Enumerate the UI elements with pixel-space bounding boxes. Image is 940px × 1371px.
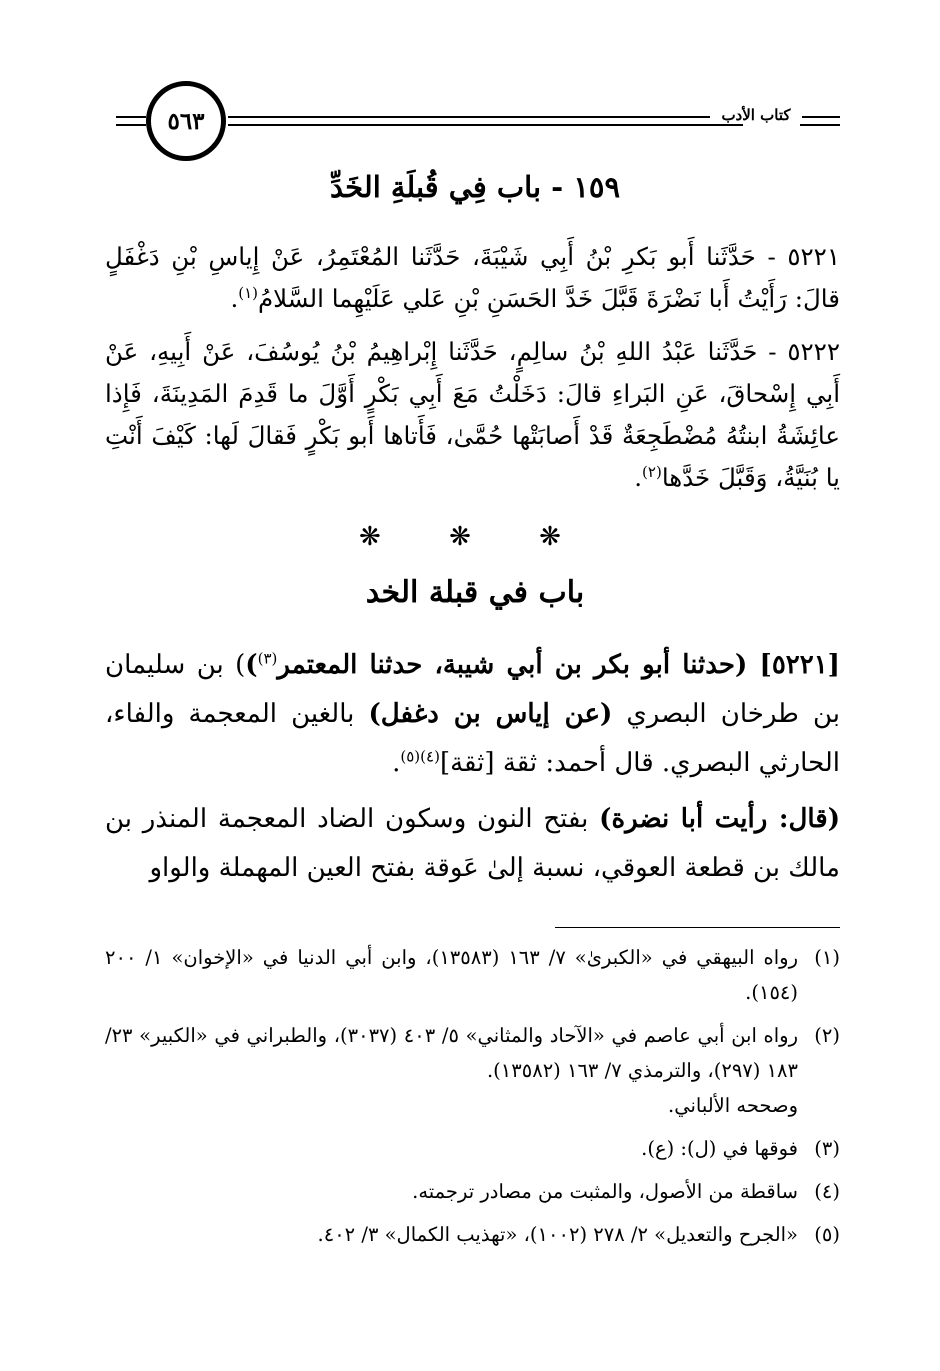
footnote xyxy=(105,1174,840,1209)
footnote-rule xyxy=(555,927,840,928)
section-separator: ❋ ❋ ❋ xyxy=(359,522,591,552)
book-title: كتاب الأدب xyxy=(710,106,802,124)
header-rule xyxy=(228,124,743,126)
commentary-end: . xyxy=(392,748,401,778)
hadith-text xyxy=(105,331,840,499)
footnote-text-wrap xyxy=(105,1018,798,1123)
quoted-text: (عن إياس بن دغفل) xyxy=(368,699,613,729)
header-rule xyxy=(116,116,146,118)
quoted-text: [٥٢٢١] (حدثنا أبو بكر بن أبي شيبة، حدثنا المعتمر xyxy=(277,650,840,680)
header-rule xyxy=(116,124,146,126)
footnote-text: «الجرح والتعديل» ٢/ ٢٧٨ (١٠٠٢)، «تهذيب الكمال» ٣/ ٤٠٢. xyxy=(317,1223,798,1246)
commentary-text: بالغين المعجمة والفاء، الحارثي البصري. قال أحمد: ثقة [ثقة] xyxy=(105,699,840,778)
quoted-text: (قال: رأيت أبا نضرة) xyxy=(599,804,841,834)
footnote-ref: (٤)(٥) xyxy=(400,747,440,766)
commentary-paragraph xyxy=(105,795,840,893)
footnote-number: (٤) xyxy=(814,1180,840,1203)
hadith-body: ٥٢٢٢ - حَدَّثَنا عَبْدُ اللهِ بْنُ سالِمٍ، حَدَّثَنا إِبْراهِيمُ بْنُ يُوسُفَ، عَنْ أَبِيهِ، عَنْ أَبِي إِسْحاقَ، عَنِ البَراءِ قالَ: دَخَلْتُ مَعَ أَبِي بَكْرٍ أَوَّلَ ما قَدِمَ المَدِينَةَ، فَإِذا عائِشَةُ ابنتُهُ مُضْطَجِعَةٌ قَدْ أَصابَتْها حُمَّىٰ، فَأَتاها أَبو بَكْرٍ فَقالَ لَها: كَيْفَ أَنْتِ يا بُنَيَّةُ، وَقَبَّلَ خَدَّها xyxy=(105,337,840,492)
chapter-heading: ١٥٩ - باب فِي قُبلَةِ الخَدِّ xyxy=(329,170,621,204)
footnote xyxy=(105,1217,840,1252)
footnote-text: رواه ابن أبي عاصم في «الآحاد والمثاني» ٥/ ٤٠٣ (٣٠٣٧)، والطبراني في «الكبير» ٢٣/ ١٨٣ (٢٩٧)، والترمذي ٧/ ١٦٣ (١٣٥٨٢). xyxy=(105,1024,799,1082)
running-header xyxy=(110,78,840,168)
footnote-text: ساقطة من الأصول، والمثبت من مصادر ترجمته. xyxy=(412,1180,798,1203)
header-rule xyxy=(228,116,743,118)
header-rule xyxy=(800,124,840,126)
footnotes xyxy=(105,940,840,1260)
footnote-ref: (٢) xyxy=(642,462,662,481)
footnote-text: فوقها في (ل): (ع). xyxy=(641,1137,798,1160)
quoted-close: ) xyxy=(245,650,258,680)
footnote xyxy=(105,1018,840,1123)
commentary-title: باب في قبلة الخد xyxy=(365,575,585,610)
hadith-body: ٥٢٢١ - حَدَّثَنا أَبو بَكرِ بْنُ أَبِي شَيْبَةَ، حَدَّثَنا المُعْتَمِرُ، عَنْ إِياسِ بْنِ دَغْفَلٍ قالَ: رَأَيْتُ أَبا نَضْرَةَ قَبَّلَ خَدَّ الحَسَنِ بْنِ عَلي عَلَيْهِما السَّلامُ xyxy=(105,242,840,313)
footnote-extra: وصححه الألباني. xyxy=(668,1094,798,1117)
footnote-ref: (٣) xyxy=(257,649,278,668)
commentary-paragraph xyxy=(105,641,840,788)
footnote-number: (٢) xyxy=(814,1024,840,1047)
footnote-number: (٣) xyxy=(814,1137,840,1160)
footnote-number: (١) xyxy=(814,946,840,969)
footnote-ref: (١) xyxy=(238,283,259,302)
hadith-end: . xyxy=(634,463,643,492)
footnote xyxy=(105,940,840,1010)
hadith-text xyxy=(105,236,840,320)
header-rule xyxy=(800,116,840,118)
hadith-end: . xyxy=(230,284,239,313)
footnote-text: رواه البيهقي في «الكبرىٰ» ٧/ ١٦٣ (١٣٥٨٣)، وابن أبي الدنيا في «الإخوان» ١/ ٢٠٠ (١٥٤). xyxy=(105,946,798,1004)
commentary-text: ) بن سليمان بن طرخان البصري xyxy=(105,650,841,729)
footnote xyxy=(105,1131,840,1166)
page-number: ٥٦٣ xyxy=(146,81,226,161)
commentary-text: بفتح النون وسكون الضاد المعجمة المنذر بن مالك بن قطعة العوقي، نسبة إلىٰ عَوقة بفتح العين المهملة والواو xyxy=(105,804,840,883)
footnote-number: (٥) xyxy=(814,1223,840,1246)
